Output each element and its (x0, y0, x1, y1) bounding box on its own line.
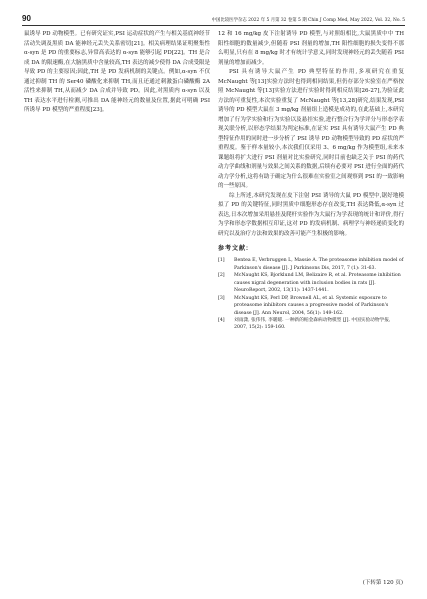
page-header (22, 10, 405, 24)
reference-number: [4] (218, 317, 225, 323)
body-paragraph: 综上所述,本研究发现在皮下注射 PSI 诱导的大鼠 PD 模型中,锯好地模拟了 PD 的关键特征,同时黑质中细胞形态存在改变,TH 表达降低,α-syn 过表达,日本次增加采用悬挂及爬杆实验作为大鼠行为学表现的统计和评价,得行为学和形态学数据相互印证,这对 PD 的发病机制、病理学与神经递质变化的研究以及治疗方法和效果的改善可能产生积极的影响。 (218, 192, 404, 237)
reference-text: Bentea E, Verbruggen L, Massie A. The proteasome inhibition model of Parkinson's disease [J]. J Parkinsons Dis, 2017, 7 (1): 31-63. (234, 258, 404, 271)
continued-note: (下转第 120 页) (362, 580, 403, 586)
reference-text: McNaught KS, Perl DP, Brownell AL, et al. Systemic exposure to proteasome inhibitors causes a progressive model of Parkinson's disease [J]. Ann Neurol, 2004, 56(1): 149-162. (234, 295, 389, 316)
reference-text: 刘雨潇, 张伟伟, 李暖暖. 一种新的帕金森病动物模型 [J]. 中国实验动物学报, 2007, 15(2): 159-160. (234, 317, 391, 331)
reference-number: [1] (218, 258, 225, 264)
reference-text: McNaught KS, Bjorklund LM, Belizaire R, et al. Proteasome inhibition causes nigral degeneration with inclusion bodies in rats [J]. NeuroReport, 2002, 13(11): 1437-1441. (234, 273, 401, 294)
references-list (218, 257, 404, 332)
reference-item (218, 295, 404, 317)
running-head: 中国比较医学杂志 2022 年 5 月第 32 卷第 5 期 Chin J Comp Med, May 2022, Vol. 32, No. 5 (211, 18, 405, 23)
body-paragraph: PSI 具有诱导大鼠产生 PD 典型特征的作用,多项研究在重复 McNaught 等[13]实验方法时也得到相同结果,但仍存部分实验室在严格按照 McNaught 等[13]实验方法进行实验时得到相反结果[26-27],为验证此方法的可重复性,本次实验重复了 McNaught 等[13,28]研究,结果发现,PSI 诱导的 PD 模型大鼠在 3 mg/kg 剂量组上造模是成功的,在此基础上,本研究增加了行为学实验和行为实验以及悬挂实验,进行整合行为学评分与形态学表现关联分析,以形态学结果为判定标准,在证实 PSI 具有诱导大鼠产生 PD 典型特征作用的同时进一步分析了 PSI 诱导 PD 动物模型导致的 PD 症状的严重程度。鉴于样本量较小,本次我们仅采用 3、6 mg/kg 作为模型组,未来本课题组将扩大进行 PSI 剂量对比实验研究,同时目前也缺乏关于 PSI 的药代动力学曲线和剂量与效果之间关系的数据,后续有必要对 PSI 进行全面的药代动力学分析,这将有助于确定为什么很难在实验室之间观察到 PSI 的一致影响的一些原因。 (218, 69, 404, 190)
header-divider (22, 25, 405, 26)
reference-number: [3] (218, 295, 225, 301)
reference-item (218, 272, 404, 294)
body-paragraph: 鼠诱导 PD 动物模型。已有研究证实,PSI 运动症状的产生与相关基底神经节活动失调及黑质 DA 能神经元丢失关系密切[21]。相关病理结果证明聚集性α-syn 是 PD 的重要标志,异常高表达的 α-syn 能够引起 PD[22]。TH 是合成 DA 的限速酶,在大脑黑质中含量较高,TH 表达的减少使得 DA 合成受限是导致 PD 的主要原因;因此,TH 是 PD 发病机制的关键点。例如,α-syn 不仅通过抑制 TH 的 Ser40 磷酸化来抑制 TH,而且还通过刺激蛋白磷酸酶 2A 活性来抑制 TH,从而减少 DA 合成并导致 PD。因此,对黑质内 α-syn 以及 TH 表达水平进行检测,可推出 DA 能神经元的数量及位置,据此可明确 PSI 所诱导 PD 模型的严重程度[23]。 (24, 31, 210, 114)
body-paragraph: 12 和 16 mg/kg 皮下注射诱导 PD 模型,与对照组相比,大鼠黑质中中 TH 阳性细胞的数量减少,但随着 PSI 剂量的增加,TH 阳性细胞的损失变得不那么明显,只有在 8 mg/kg 时才有统计学意义,同时发现神经元的丢失随着 PSI 剂量的增加而减少。 (218, 31, 404, 66)
right-column (218, 30, 404, 332)
reference-number: [2] (218, 273, 225, 279)
left-column (24, 30, 210, 116)
reference-item (218, 257, 404, 272)
reference-item (218, 317, 404, 332)
references-title: 参考文献: (218, 246, 249, 253)
page-number: 90 (22, 14, 31, 23)
